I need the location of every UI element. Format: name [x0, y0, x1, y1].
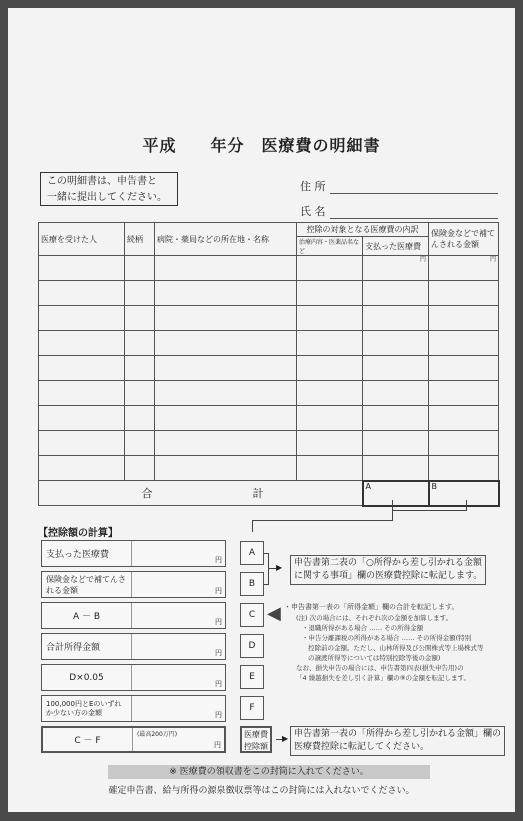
col-hospital: 病院・薬局などの所在地・名称: [155, 223, 297, 256]
submission-note: この明細書は、申告書と 一緒に提出してください。: [40, 172, 178, 206]
connector-line: [466, 500, 467, 510]
calc-row-paid[interactable]: 支払った医療費 円: [41, 540, 226, 567]
table-row[interactable]: [39, 381, 499, 406]
total-row: [39, 481, 499, 506]
envelope: [8, 8, 515, 812]
col-insurance: 保険金などで補てんされる金額: [429, 223, 499, 256]
receipt-notice: ※ 医療費の領収書をこの封筒に入れてください。: [108, 765, 430, 779]
connector-line: [392, 510, 467, 511]
calc-row-insurance[interactable]: 保険金などで補てんされる金額 円: [41, 571, 226, 598]
col-type: 治療内容・医薬品名など: [297, 237, 363, 256]
info-ab: 申告書第二表の「○所得から差し引かれる金額 に関する事項」欄の医療費控除に転記します。: [290, 555, 486, 585]
arrow-right-icon: ▶: [276, 563, 283, 572]
info-d-title: ・申告書第一表の「所得金額」欄の合計を転記します。: [284, 603, 459, 611]
calc-row-d-times[interactable]: D×0.05 円: [41, 664, 226, 691]
footer-notice: 確定申告書、給与所得の源泉徴収票等はこの封筒には入れないでください。: [108, 786, 415, 796]
calc-row-c-minus-f[interactable]: C － F (最高200万円) 円: [41, 726, 226, 753]
connector-line: [252, 520, 393, 521]
connector-line: [252, 520, 253, 532]
table-row[interactable]: [39, 406, 499, 431]
page-title: 平成 年分 医療費の明細書: [142, 136, 381, 155]
col-paid: 支払った医療費: [363, 237, 429, 256]
info-d-notes: (注) 次の場合には、それぞれ次の金額を加算します。 ・退職所得がある場合 …… その所得金額 ・申告分離課税の所得がある場合 …… その所得金額(特別 控除前の金額。ただし、山林所得及び公開株式等上場株式等 の譲渡所得等については特別控除等後の金額) なお、損失申告の場合には、申告書第四表(損失申告用)の 「4 繰越損失を差し引く計算」欄の⑨の金額を転記します。: [296, 614, 484, 682]
table-row[interactable]: [39, 431, 499, 456]
box-letter-e: E: [240, 665, 264, 689]
calc-row-total-income[interactable]: 合計所得金額 円: [41, 633, 226, 660]
box-letter-a: A: [240, 541, 264, 565]
calc-title: 【控除額の計算】: [38, 528, 118, 539]
box-deduction-amount: 医療費控除額: [240, 726, 272, 753]
box-letter-b: B: [240, 572, 264, 596]
table-row[interactable]: [39, 331, 499, 356]
arrow-right-icon: ▶: [282, 734, 289, 743]
col-patient: 医療を受けた人: [39, 223, 125, 256]
box-letter-f: F: [240, 696, 264, 720]
total-b-cell[interactable]: B: [429, 481, 499, 506]
name-label: 氏 名: [300, 205, 326, 218]
total-label-right: 計: [155, 481, 363, 506]
table-row[interactable]: 円 円: [39, 256, 499, 281]
box-letter-c: C: [240, 603, 264, 627]
name-field[interactable]: [330, 206, 498, 219]
col-relation: 続柄: [125, 223, 155, 256]
total-label-left: 合: [39, 481, 155, 506]
col-group: 控除の対象となる医療費の内訳: [297, 223, 429, 237]
address-label: 住 所: [300, 180, 326, 193]
table-row[interactable]: [39, 456, 499, 481]
calc-row-a-minus-b[interactable]: A － B 円: [41, 602, 226, 629]
table-row[interactable]: [39, 356, 499, 381]
table-row[interactable]: [39, 306, 499, 331]
medical-expense-table: [38, 222, 500, 507]
bracket-line: [264, 553, 269, 554]
box-letter-d: D: [240, 634, 264, 658]
table-row[interactable]: [39, 281, 499, 306]
address-field[interactable]: [330, 181, 498, 194]
info-cf: 申告書第一表の「所得から差し引かれる金額」欄の 医療費控除に転記してください。: [290, 726, 505, 756]
d-arrow-icon: ◀: [267, 603, 281, 624]
calc-row-lesser-amount[interactable]: 100,000円とEのいずれか少ない方の金額 円: [41, 695, 226, 722]
bracket-line: [264, 584, 269, 585]
total-a-cell[interactable]: A: [363, 481, 429, 506]
